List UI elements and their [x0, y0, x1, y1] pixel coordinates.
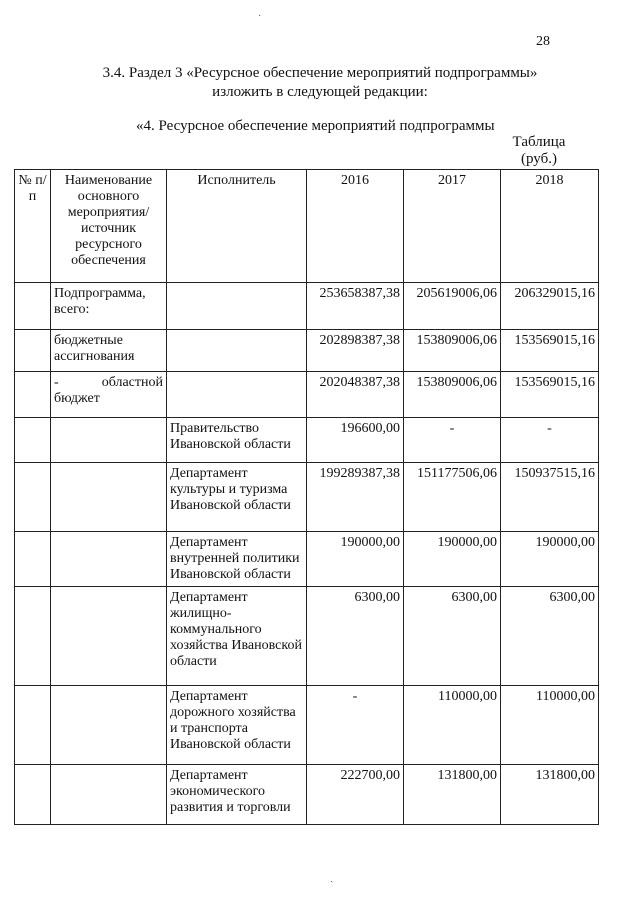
cell-name: бюджетные ассигнования: [51, 330, 167, 372]
cell-executor: Департамент культуры и туризма Ивановской области: [167, 463, 307, 532]
header-2017: 2017: [404, 170, 501, 283]
cell-2018: 153569015,16: [501, 330, 599, 372]
cell-name-line-2: бюджет: [54, 391, 100, 406]
resource-table: [14, 169, 599, 825]
cell-2016: -: [307, 686, 404, 765]
table-row: [15, 532, 599, 587]
cell-2016: 6300,00: [307, 587, 404, 686]
cell-2017: 190000,00: [404, 532, 501, 587]
cell-2016: 199289387,38: [307, 463, 404, 532]
cell-num: [15, 330, 51, 372]
cell-2016: 222700,00: [307, 765, 404, 825]
cell-2018: 6300,00: [501, 587, 599, 686]
table-row: [15, 283, 599, 330]
cell-name: Подпрограмма, всего:: [51, 283, 167, 330]
cell-executor: [167, 283, 307, 330]
cell-num: [15, 372, 51, 418]
cell-name: [51, 686, 167, 765]
cell-2017: 151177506,06: [404, 463, 501, 532]
cell-2018: 206329015,16: [501, 283, 599, 330]
cell-2017: -: [404, 418, 501, 463]
table-row: [15, 765, 599, 825]
cell-2017: 131800,00: [404, 765, 501, 825]
cell-executor: Департамент дорожного хозяйства и транспорта Ивановской области: [167, 686, 307, 765]
cell-2017: 205619006,06: [404, 283, 501, 330]
table-row: [15, 587, 599, 686]
cell-num: [15, 532, 51, 587]
header-executor: Исполнитель: [167, 170, 307, 283]
cell-num: [15, 463, 51, 532]
table-row: [15, 418, 599, 463]
cell-num: [15, 686, 51, 765]
cell-executor: Департамент экономического развития и торговли: [167, 765, 307, 825]
cell-executor: Департамент жилищно-коммунального хозяйства Ивановской области: [167, 587, 307, 686]
cell-2018: -: [501, 418, 599, 463]
cell-2017: 110000,00: [404, 686, 501, 765]
cell-2016: 196600,00: [307, 418, 404, 463]
cell-2017: 153809006,06: [404, 330, 501, 372]
cell-executor: Департамент внутренней политики Ивановской области: [167, 532, 307, 587]
cell-2018: 110000,00: [501, 686, 599, 765]
cell-name-line: [54, 375, 163, 391]
table-row: [15, 372, 599, 418]
table-row: [15, 330, 599, 372]
cell-name-word: областной: [101, 375, 163, 390]
cell-name: [51, 765, 167, 825]
cell-num: [15, 587, 51, 686]
cell-num: [15, 283, 51, 330]
cell-name: [51, 463, 167, 532]
cell-name: [51, 532, 167, 587]
cell-name: [51, 372, 167, 418]
cell-2017: 153809006,06: [404, 372, 501, 418]
cell-executor: Правительство Ивановской области: [167, 418, 307, 463]
scan-mark-top: ˙: [258, 14, 262, 25]
cell-2018: 190000,00: [501, 532, 599, 587]
header-2016: 2016: [307, 170, 404, 283]
cell-name: [51, 587, 167, 686]
table-label: [504, 134, 574, 168]
table-label-title: Таблица: [512, 134, 566, 150]
section-heading: [0, 64, 640, 102]
subsection-title: «4. Ресурсное обеспечение мероприятий подпрограммы: [136, 118, 495, 134]
page-number: 28: [536, 34, 550, 49]
cell-2016: 190000,00: [307, 532, 404, 587]
heading-line-2: изложить в следующей редакции:: [212, 84, 428, 100]
table-row: [15, 463, 599, 532]
cell-num: [15, 765, 51, 825]
cell-name-dash: -: [54, 375, 59, 390]
heading-line-1: 3.4. Раздел 3 «Ресурсное обеспечение мероприятий подпрограммы»: [102, 65, 538, 81]
cell-executor: [167, 372, 307, 418]
cell-2016: 202048387,38: [307, 372, 404, 418]
scan-mark-bottom: ˏ: [330, 872, 334, 883]
cell-2016: 202898387,38: [307, 330, 404, 372]
cell-2018: 150937515,16: [501, 463, 599, 532]
cell-2018: 153569015,16: [501, 372, 599, 418]
cell-2016: 253658387,38: [307, 283, 404, 330]
table-row: [15, 686, 599, 765]
table-label-unit: (руб.): [521, 151, 557, 167]
cell-2017: 6300,00: [404, 587, 501, 686]
header-name: Наименование основного мероприятия/ источник ресурсного обеспечения: [51, 170, 167, 283]
cell-num: [15, 418, 51, 463]
header-2018: 2018: [501, 170, 599, 283]
cell-name: [51, 418, 167, 463]
header-num: № п/п: [15, 170, 51, 283]
cell-2018: 131800,00: [501, 765, 599, 825]
table-header-row: [15, 170, 599, 283]
cell-executor: [167, 330, 307, 372]
